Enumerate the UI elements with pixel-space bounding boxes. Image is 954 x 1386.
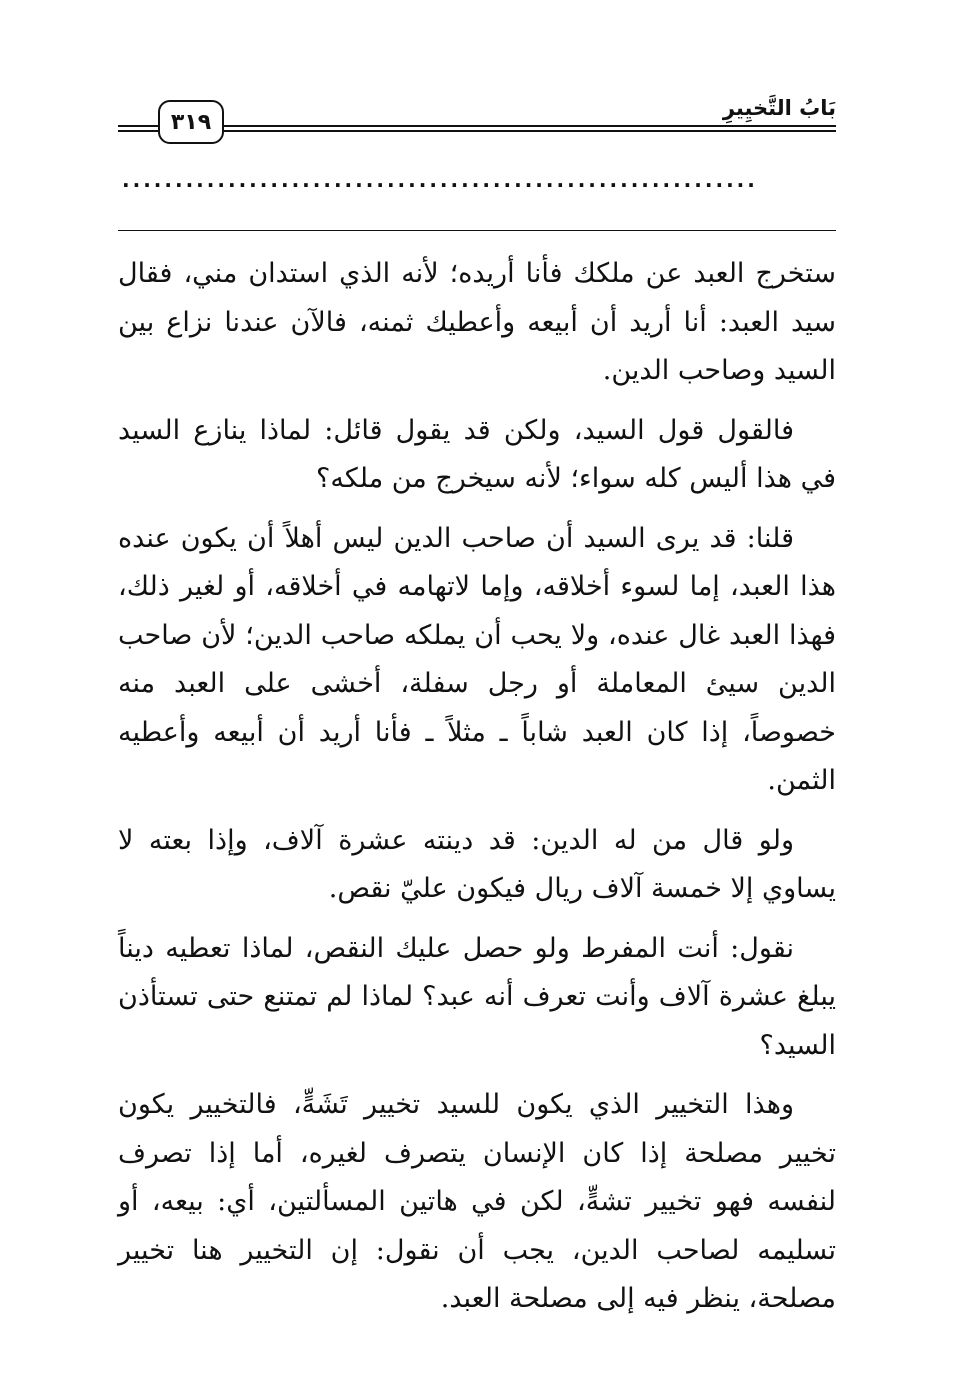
header-rule-top <box>118 125 836 127</box>
paragraph-6: وهذا التخيير الذي يكون للسيد تخيير تَشَهٍّ، فالتخيير يكون تخيير مصلحة إذا كان الإنسان يتصرف لغيره، أما إذا تصرف لنفسه فهو تخيير تشهٍّ، لكن في هاتين المسألتين، أي: بيعه، أو تسليمه لصاحب الدين، يجب أن نقول: إن التخيير هنا تخيير مصلحة، ينظر فيه إلى مصلحة العبد. <box>118 1089 836 1314</box>
paragraph-1: ستخرج العبد عن ملكك فأنا أريده؛ لأنه الذي استدان مني، فقال سيد العبد: أنا أريد أن أبيعه وأعطيك ثمنه، فالآن عندنا نزاع بين السيد وصاحب الدين. <box>118 258 836 386</box>
paragraph-5: نقول: أنت المفرط ولو حصل عليك النقص، لماذا تعطيه ديناً يبلغ عشرة آلاف وأنت تعرف أنه عبد؟ لماذا لم تمتنع حتى تستأذن السيد؟ <box>118 932 836 1061</box>
paragraph-4: ولو قال من له الدين: قد دينته عشرة آلاف، وإذا بعته لا يساوي إلا خمسة آلاف ريال فيكون عليّ نقص. <box>118 824 836 904</box>
page-number: ٣١٩ <box>158 100 224 144</box>
paragraph-3: قلنا: قد يرى السيد أن صاحب الدين ليس أهلاً أن يكون عنده هذا العبد، إما لسوء أخلاقه، وإما لاتهامه في أخلاقه، أو لغير ذلك، فهذا العبد غال عنده، ولا يحب أن يملكه صاحب الدين؛ لأن صاحب الدين سيئ المعاملة أو رجل سفلة، أخشى على العبد منه خصوصاً، إذا كان العبد شاباً ـ مثلاً ـ فأنا أريد أن أبيعه وأعطيه الثمن. <box>118 522 836 796</box>
header-rule-bottom <box>118 130 836 132</box>
running-title: بَابُ التَّخيِيرِ <box>713 98 836 119</box>
dotted-separator: ............................................................ <box>122 168 758 192</box>
page-body <box>118 250 836 1335</box>
separator-line <box>118 230 836 231</box>
paragraph-2: فالقول قول السيد، ولكن قد يقول قائل: لماذا ينازع السيد في هذا أليس كله سواء؛ لأنه سيخرج من ملكه؟ <box>118 414 836 494</box>
page-header <box>118 92 836 148</box>
